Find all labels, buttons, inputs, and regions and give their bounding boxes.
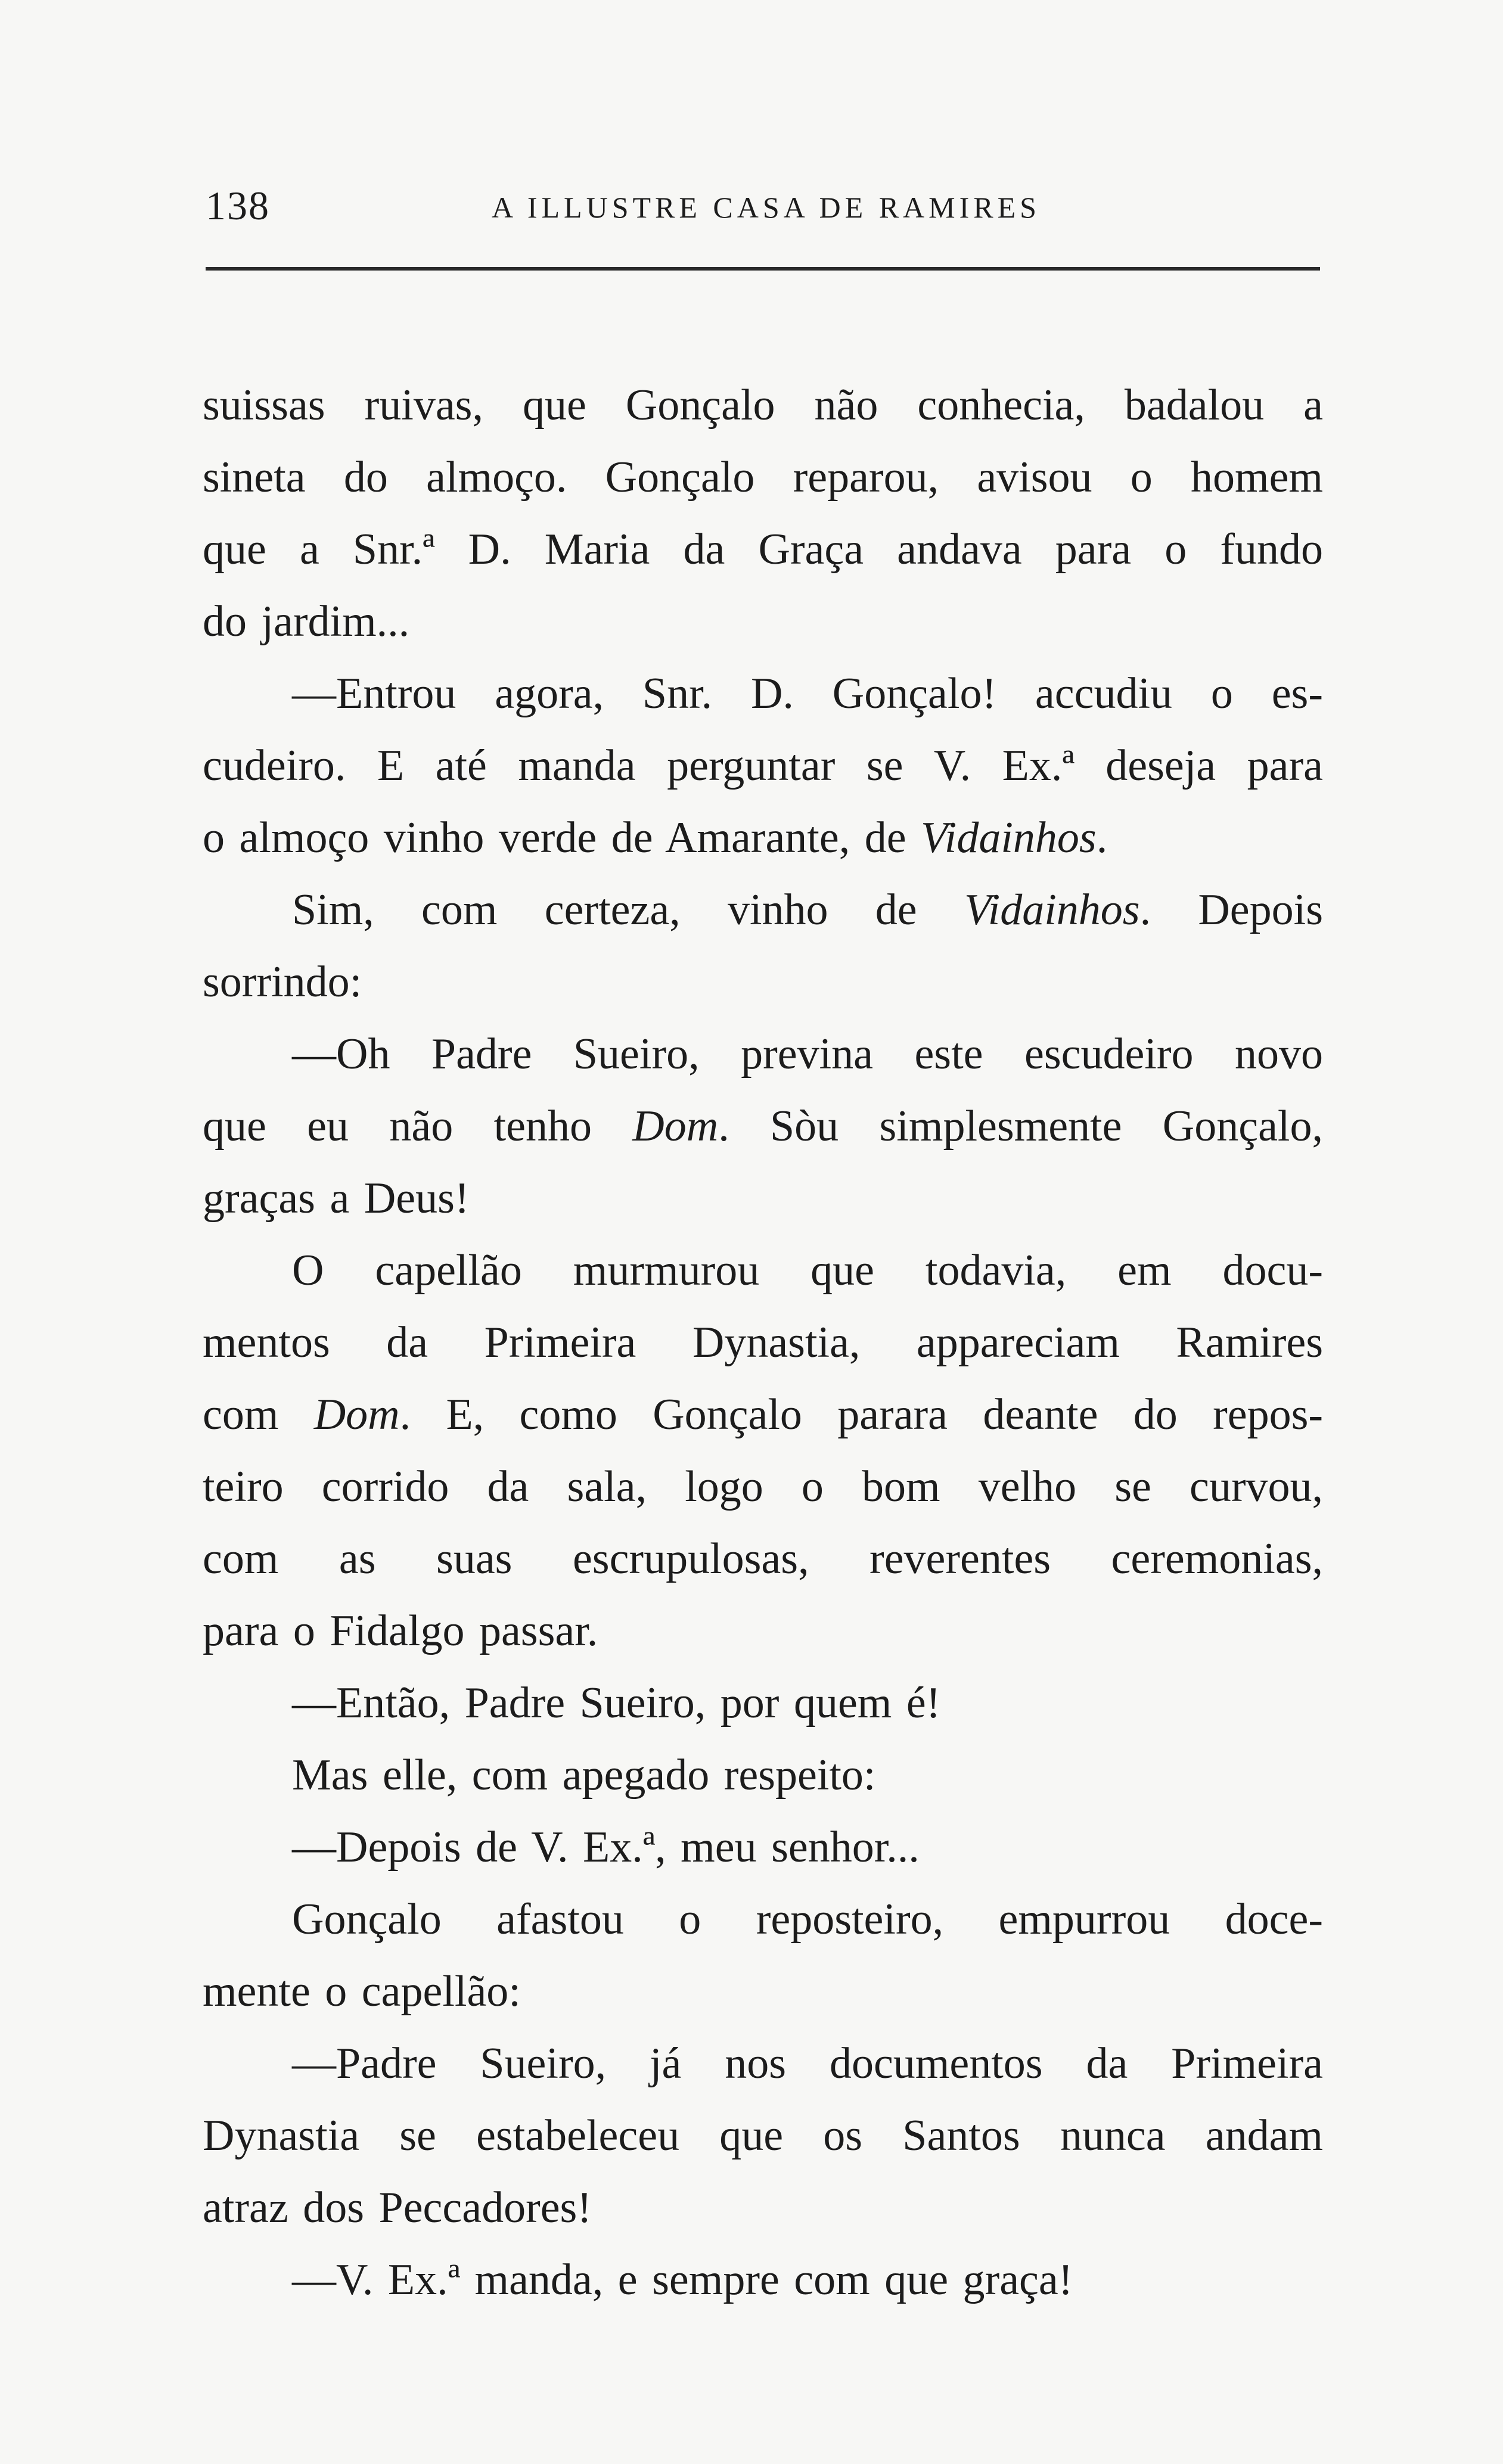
text-line: —Padre Sueiro, já nos documentos da Primeira <box>292 2039 1323 2088</box>
text-line <box>203 1090 1323 1163</box>
text-fragment: com <box>203 1390 314 1439</box>
text-fragment: . Sòu simplesmente Gonçalo, <box>718 1102 1323 1151</box>
text-line: Gonçalo afastou o reposteiro, empurrou doce- <box>292 1895 1323 1944</box>
text-line: atraz dos Peccadores! <box>203 2183 592 2232</box>
text-fragment: . Depois <box>1139 885 1323 934</box>
italic-place-name: Vidainhos <box>921 813 1097 862</box>
text-line: sorrindo: <box>203 958 362 1006</box>
text-line: graças a Deus! <box>203 1174 470 1223</box>
text-line: sineta do almoço. Gonçalo reparou, avisou o homem <box>203 453 1323 502</box>
page-number: 138 <box>206 183 270 228</box>
text-line: com as suas escrupulosas, reverentes ceremonias, <box>203 1534 1323 1583</box>
text-fragment: . E, como Gonçalo parara deante do repos- <box>399 1390 1324 1439</box>
text-line: —Então, Padre Sueiro, por quem é! <box>292 1679 941 1727</box>
page-header <box>206 179 1323 232</box>
body-text <box>203 369 1323 2316</box>
text-line: O capellão murmurou que todavia, em docu- <box>292 1246 1323 1295</box>
text-line: para o Fidalgo passar. <box>203 1607 598 1655</box>
text-fragment: o almoço vinho verde de Amarante, de <box>203 813 921 862</box>
italic-place-name: Vidainhos <box>964 885 1140 934</box>
text-line <box>203 1379 1323 1451</box>
text-fragment: . <box>1096 813 1108 862</box>
text-line: mente o capellão: <box>203 1967 521 2016</box>
header-rule <box>206 267 1320 271</box>
text-line: —Oh Padre Sueiro, previna este escudeiro novo <box>292 1030 1323 1079</box>
text-line: do jardim... <box>203 597 410 646</box>
text-line <box>203 802 1323 874</box>
italic-title: Dom <box>313 1390 400 1439</box>
text-line: Dynastia se estabeleceu que os Santos nunca andam <box>203 2111 1323 2160</box>
text-line: teiro corrido da sala, logo o bom velho se curvou, <box>203 1462 1323 1511</box>
text-line: —V. Ex.ª manda, e sempre com que graça! <box>292 2255 1073 2304</box>
text-line: suissas ruivas, que Gonçalo não conhecia, badalou a <box>203 381 1323 430</box>
text-fragment: que eu não tenho <box>203 1102 633 1151</box>
text-line: cudeiro. E até manda perguntar se V. Ex.ª deseja para <box>203 741 1323 790</box>
italic-title: Dom <box>632 1102 719 1151</box>
text-line: que a Snr.ª D. Maria da Graça andava para o fundo <box>203 525 1323 574</box>
running-title: A ILLUSTRE CASA DE RAMIRES <box>492 191 1041 224</box>
text-line: —Depois de V. Ex.ª, meu senhor... <box>292 1823 920 1872</box>
text-line: mentos da Primeira Dynastia, appareciam Ramires <box>203 1318 1323 1367</box>
text-line: —Entrou agora, Snr. D. Gonçalo! accudiu o es- <box>292 669 1323 718</box>
text-line <box>203 874 1323 946</box>
text-line: Mas elle, com apegado respeito: <box>292 1751 876 1800</box>
text-fragment: Sim, com certeza, vinho de <box>292 885 964 934</box>
